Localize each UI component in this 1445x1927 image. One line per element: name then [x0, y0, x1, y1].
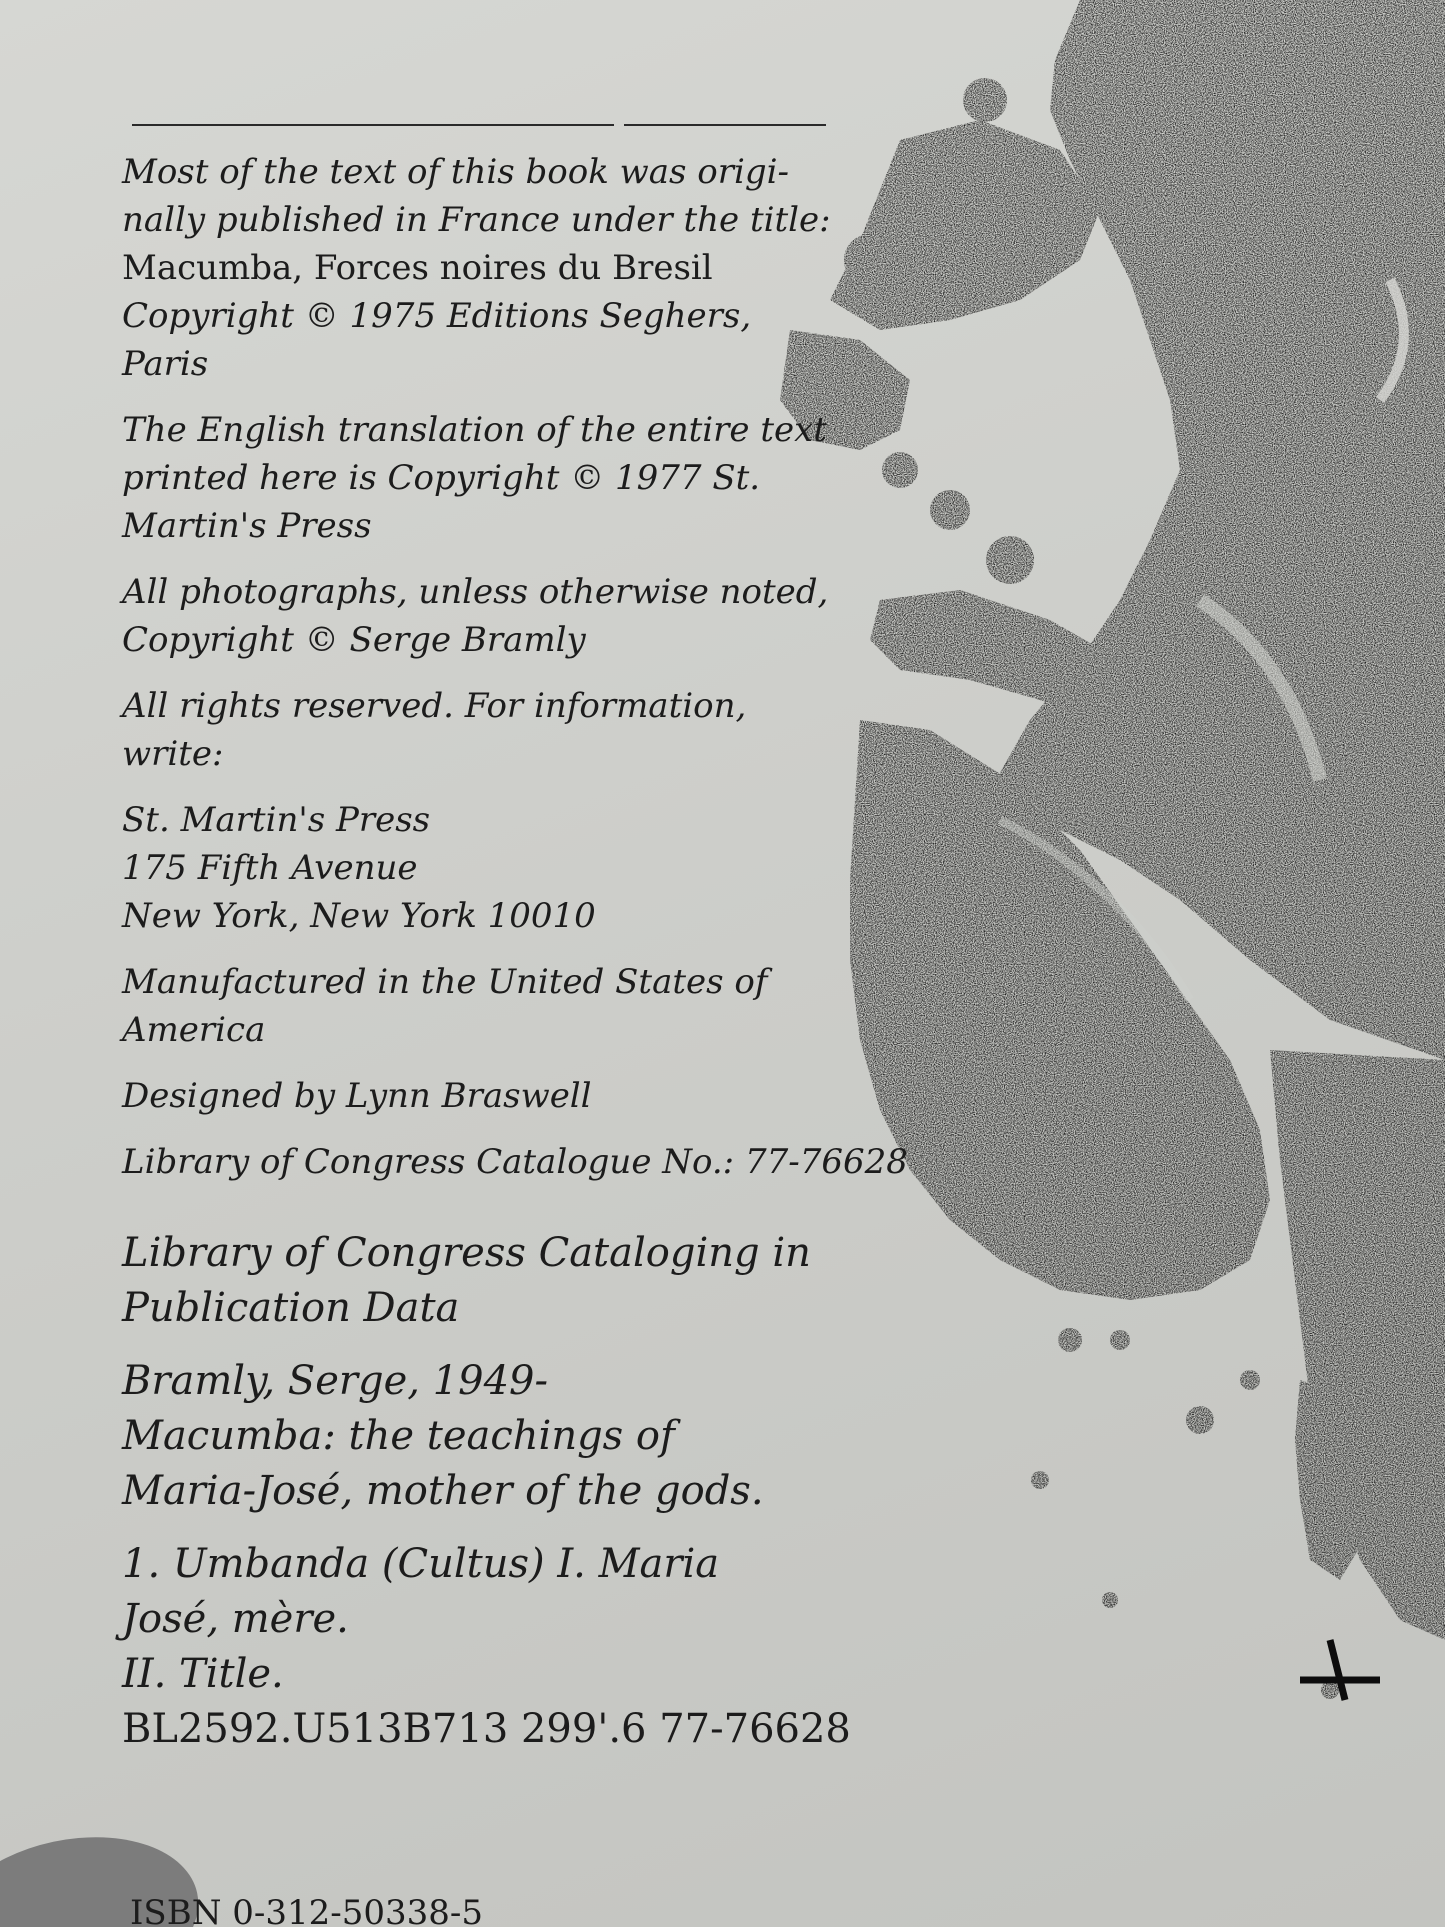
cip-entry: Bramly, Serge, 1949- Macumba: the teachings of Maria-José, mother of the gods. — [122, 1358, 764, 1514]
rights-notice: All rights reserved. For information, write: — [122, 686, 747, 774]
cip-subjects: 1. Umbanda (Cultus) I. Maria José, mère. II. Title. BL2592.U513B713 299'.6 77-76628 — [122, 1541, 851, 1752]
translation-notice: The English translation of the entire text printed here is Copyright © 1977 St. Martin's Press — [122, 410, 827, 546]
manufactured-notice: Manufactured in the United States of America — [122, 962, 768, 1050]
copyright-text-block — [122, 148, 942, 1775]
top-rule-right — [624, 124, 826, 126]
top-rule-left — [132, 124, 614, 126]
cip-heading: Library of Congress Cataloging in Publication Data — [122, 1230, 811, 1331]
catalogue-number: Library of Congress Catalogue No.: 77-76628 — [122, 1142, 908, 1182]
photographs-notice: All photographs, unless otherwise noted, Copyright © Serge Bramly — [122, 572, 829, 660]
publisher-address: St. Martin's Press 175 Fifth Avenue New York, New York 10010 — [122, 800, 596, 936]
designer-credit: Designed by Lynn Braswell — [122, 1076, 592, 1116]
original-publication-notice: Most of the text of this book was origi- nally published in France under the title: Macumba, Forces noires du Bresil Copyright © 1975 Editions Seghers, Paris — [122, 152, 831, 384]
isbn-number: ISBN 0-312-50338-5 — [130, 1893, 484, 1927]
